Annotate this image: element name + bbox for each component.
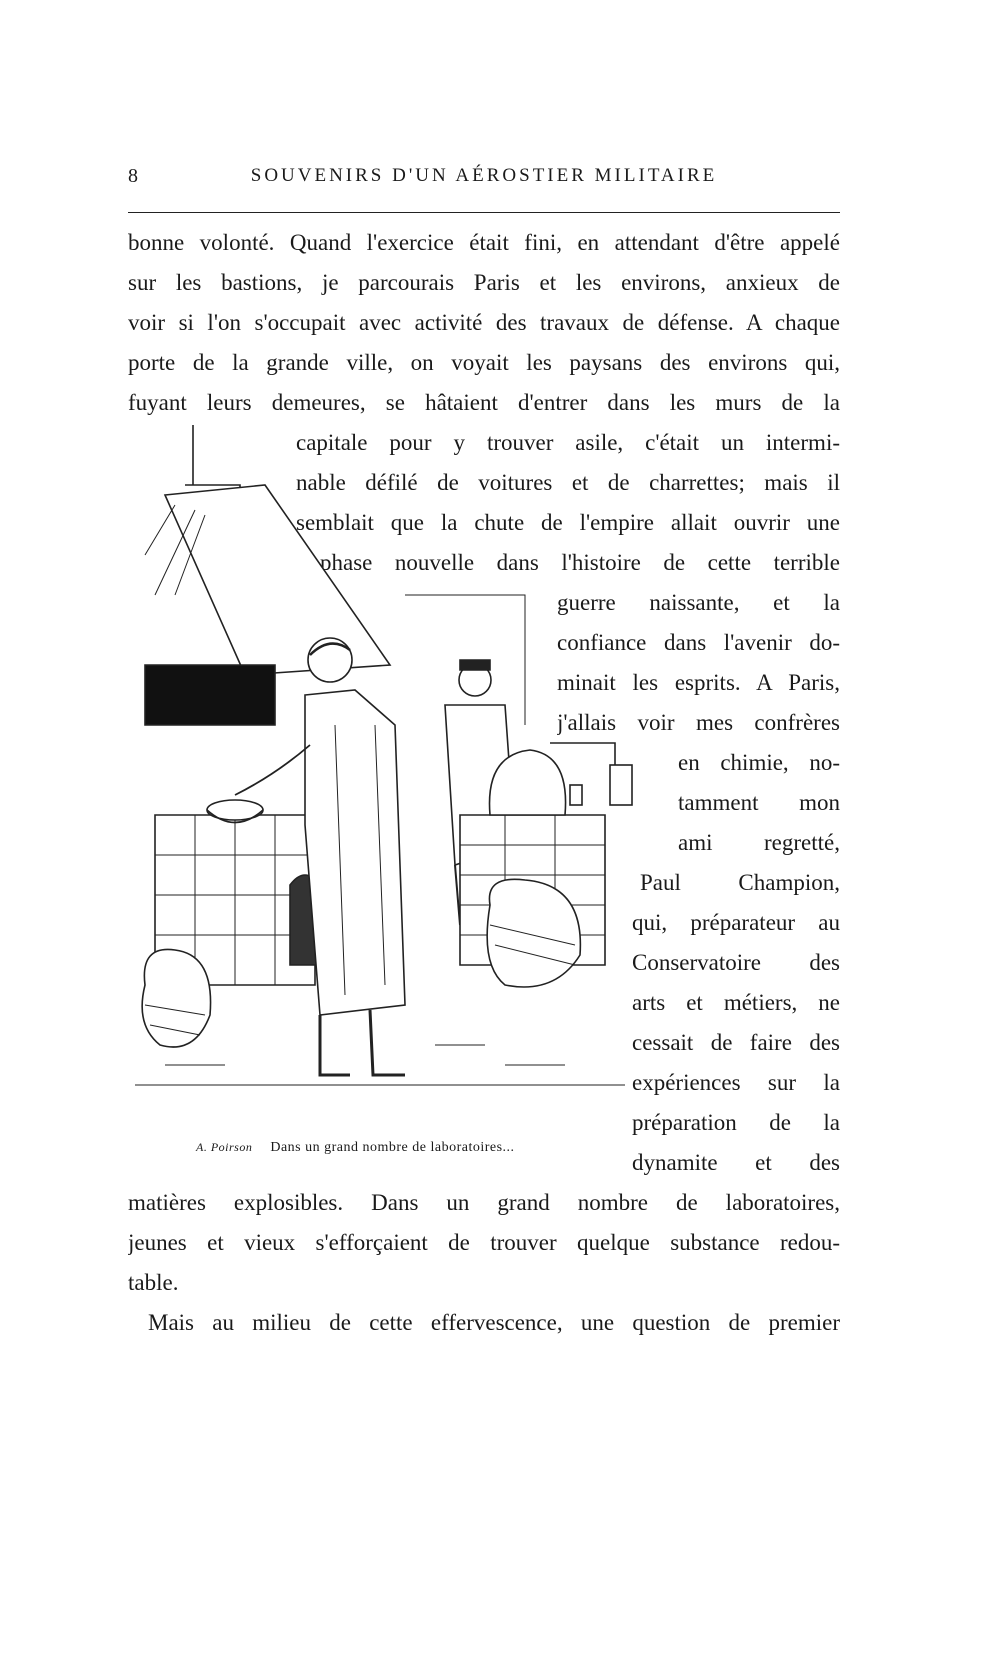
laboratory-illustration: [105, 425, 635, 1105]
text-line: Paul Champion,: [640, 870, 840, 895]
page-number: 8: [128, 165, 138, 187]
text-line: table.: [128, 1270, 179, 1295]
text-line: minait les esprits. A Paris,: [557, 670, 840, 695]
running-title: SOUVENIRS D'UN AÉROSTIER MILITAIRE: [250, 165, 718, 186]
text-line: fuyant leurs demeures, se hâtaient d'entrer dans les murs de la: [128, 390, 840, 415]
caption-text: Dans un grand nombre de laboratoires...: [270, 1140, 515, 1155]
text-line: dynamite et des: [632, 1150, 840, 1175]
text-line: porte de la grande ville, on voyait les paysans des environs qui,: [128, 350, 840, 375]
text-line: voir si l'on s'occupait avec activité des travaux de défense. A chaque: [128, 310, 840, 335]
text-line: expériences sur la: [632, 1070, 840, 1095]
text-line: j'allais voir mes confrères: [557, 710, 840, 735]
text-line: Conservatoire des: [632, 950, 840, 975]
text-line: semblait que la chute de l'empire allait ouvrir une: [296, 510, 840, 535]
text-line: matières explosibles. Dans un grand nombre de laboratoires,: [128, 1190, 840, 1215]
figure-caption: [196, 1140, 616, 1162]
text-line: en chimie, no-: [678, 750, 840, 775]
text-line: Mais au milieu de cette effervescence, une question de premier: [148, 1310, 840, 1335]
text-line: cessait de faire des: [632, 1030, 840, 1055]
text-line: bonne volonté. Quand l'exercice était fini, en attendant d'être appelé: [128, 230, 840, 255]
text-line: phase nouvelle dans l'histoire de cette terrible: [320, 550, 840, 575]
text-line: préparation de la: [632, 1110, 840, 1135]
text-line: ami regretté,: [678, 830, 840, 855]
artist-signature: A. Poirson: [196, 1140, 253, 1154]
text-line: capitale pour y trouver asile, c'était un intermi-: [296, 430, 840, 455]
text-line: jeunes et vieux s'efforçaient de trouver quelque substance redou-: [128, 1230, 840, 1255]
header-rule: [128, 212, 840, 213]
page-header: [128, 165, 840, 195]
text-line: qui, préparateur au: [632, 910, 840, 935]
text-line: confiance dans l'avenir do-: [557, 630, 840, 655]
text-line: arts et métiers, ne: [632, 990, 840, 1015]
text-line: sur les bastions, je parcourais Paris et les environs, anxieux de: [128, 270, 840, 295]
text-line: tamment mon: [678, 790, 840, 815]
text-line: guerre naissante, et la: [557, 590, 840, 615]
text-line: nable défilé de voitures et de charrettes; mais il: [296, 470, 840, 495]
